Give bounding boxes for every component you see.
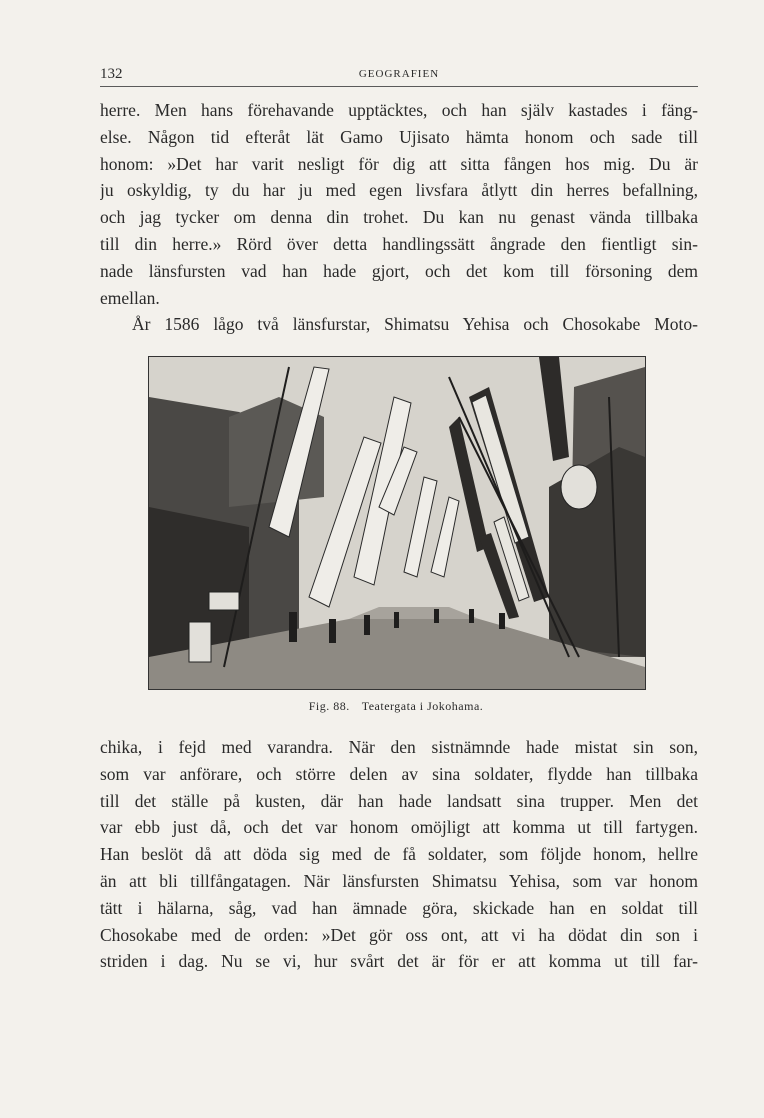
body-text-top: [100, 97, 698, 338]
theatre-street-illustration: [149, 357, 645, 689]
text-line: honom: »Det har varit nesligt för dig att sitta fången hos mig. Du är: [100, 153, 698, 174]
text-line: ju oskyldig, ty du har ju med egen livsfara åtlytt din herres befallning,: [100, 180, 698, 201]
text-line: År 1586 lågo två länsfurstar, Shimatsu Yehisa och Chosokabe Moto-: [132, 314, 698, 335]
figure-caption-text: Teatergata i Jokohama.: [361, 699, 484, 713]
text-line: chika, i fejd med varandra. När den sistnämnde hade mistat sin son,: [100, 737, 698, 757]
text-line: var ebb just då, och det var honom omöjligt att komma ut till fartygen.: [100, 817, 698, 838]
body-text-bottom: [100, 734, 698, 975]
text-line: herre. Men hans förehavande upptäcktes, och han själv kastades i fäng-: [100, 100, 698, 120]
text-line: Chosokabe med de orden: »Det gör oss ont, att vi ha dödat din son i: [100, 924, 698, 945]
figure-caption: [148, 699, 644, 714]
text-line: Han beslöt då att döda sig med de få soldater, som följde honom, hellre: [100, 844, 698, 865]
text-line: else. Någon tid efteråt lät Gamo Ujisato hämta honom och sade till: [100, 126, 698, 147]
page-header: [100, 66, 698, 87]
text-line: som var anförare, och större delen av sina soldater, flydde han tillbaka: [100, 763, 698, 784]
text-line: och jag tycker om denna din trohet. Du kan nu genast vända tillbaka: [100, 207, 698, 228]
text-line: nade länsfursten vad han hade gjort, och det kom till försoning dem: [100, 260, 698, 281]
text-line: tätt i hälarna, såg, vad han ämnade göra, skickade han en soldat till: [100, 897, 698, 918]
text-line: striden i dag. Nu se vi, hur svårt det är för er att komma ut till far-: [100, 951, 698, 972]
text-line: än att bli tillfångatagen. När länsfursten Shimatsu Yehisa, som var honom: [100, 870, 698, 891]
text-line: till din herre.» Rörd över detta handlingssätt ångrade den fientligt sin-: [100, 233, 698, 254]
street-photograph: [148, 356, 646, 690]
figure-label: Fig. 88.: [308, 699, 350, 713]
running-title: GEOGRAFIEN: [358, 68, 440, 80]
page-number: 132: [100, 66, 123, 82]
text-line: till det ställe på kusten, där han hade landsatt sina trupper. Men det: [100, 790, 698, 811]
text-line: emellan.: [100, 287, 160, 308]
